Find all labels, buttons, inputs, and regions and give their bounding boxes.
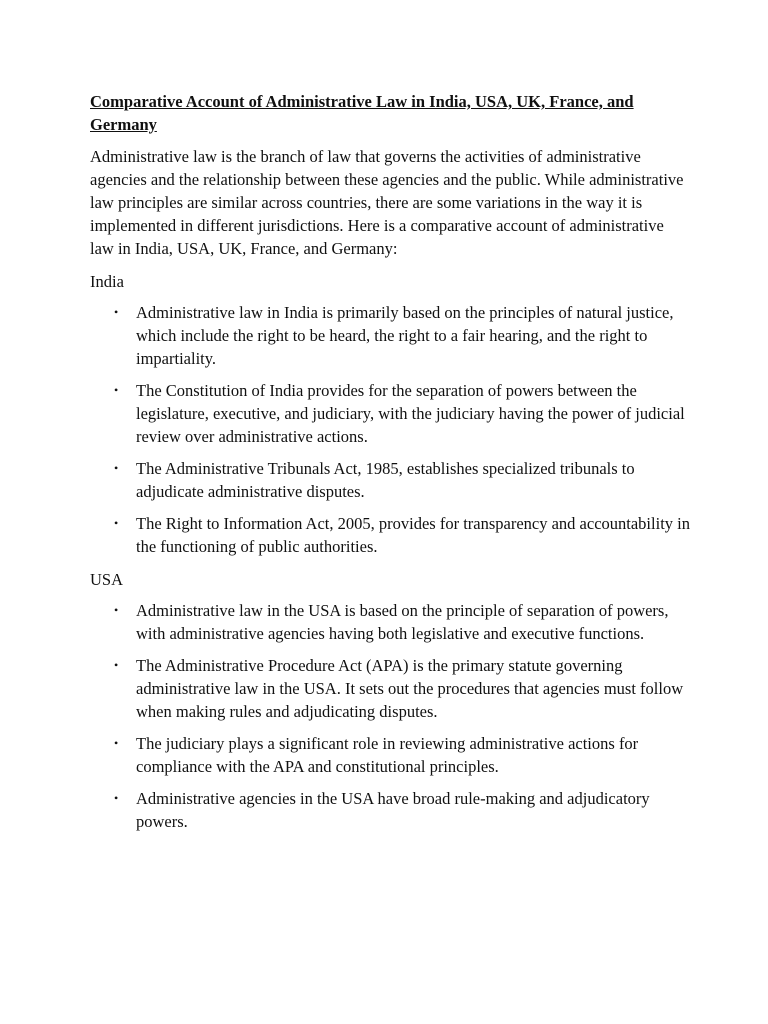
bullet-icon: • (114, 461, 119, 475)
list-item-text: Administrative law in the USA is based on the principle of separation of powers, with administrative agencies having both legislative and executive functions. (136, 601, 669, 643)
list-item (90, 654, 690, 723)
india-bullet-list (90, 301, 690, 558)
list-item-text: The Administrative Tribunals Act, 1985, establishes specialized tribunals to adjudicate administrative disputes. (136, 459, 635, 501)
document-page (90, 90, 690, 843)
bullet-icon: • (114, 658, 119, 672)
list-item (90, 599, 690, 645)
list-item (90, 301, 690, 370)
list-item-text: The Administrative Procedure Act (APA) is the primary statute governing administrative law in the USA. It sets out the procedures that agencies must follow when making rules and adjudicating disputes. (136, 656, 684, 721)
list-item-text: Administrative agencies in the USA have broad rule-making and adjudicatory powers. (136, 789, 650, 831)
bullet-icon: • (114, 603, 119, 617)
bullet-icon: • (114, 736, 119, 750)
usa-bullet-list (90, 599, 690, 833)
document-title: Comparative Account of Administrative Law in India, USA, UK, France, and Germany (90, 92, 634, 134)
bullet-icon: • (114, 383, 119, 397)
bullet-icon: • (114, 516, 119, 530)
intro-paragraph: Administrative law is the branch of law that governs the activities of administrative agencies and the relationship between these agencies and the public. While administrative law principles are similar across countries, there are some variations in the way it is implemented in different jurisdictions. Here is a comparative account of administrative law in India, USA, UK, France, and Germany: (90, 147, 684, 258)
section-heading-usa: USA (90, 570, 124, 589)
list-item-text: The judiciary plays a significant role in reviewing administrative actions for compliance with the APA and constitutional principles. (136, 734, 639, 776)
list-item (90, 379, 690, 448)
bullet-icon: • (114, 305, 119, 319)
list-item (90, 787, 690, 833)
list-item (90, 512, 690, 558)
list-item-text: The Right to Information Act, 2005, provides for transparency and accountability in the functioning of public authorities. (136, 514, 690, 556)
list-item-text: Administrative law in India is primarily based on the principles of natural justice, which include the right to be heard, the right to a fair hearing, and the right to impartiality. (136, 303, 674, 368)
bullet-icon: • (114, 791, 119, 805)
list-item (90, 457, 690, 503)
list-item (90, 732, 690, 778)
section-heading-india: India (90, 272, 124, 291)
list-item-text: The Constitution of India provides for the separation of powers between the legislature, executive, and judiciary, with the judiciary having the power of judicial review over administrative actions. (136, 381, 685, 446)
